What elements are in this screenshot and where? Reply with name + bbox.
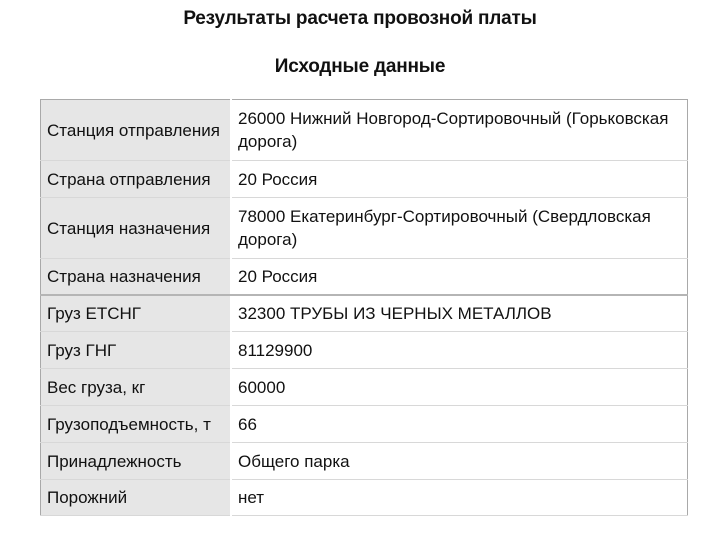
table-row	[41, 259, 688, 295]
section-title: Исходные данные	[274, 56, 446, 77]
row-label-cargo-etsng: Груз ЕТСНГ	[41, 295, 232, 332]
table-row	[41, 406, 688, 443]
row-value-cargo-gng: 81129900	[231, 332, 688, 369]
row-label-capacity: Грузоподъемность, т	[41, 406, 232, 443]
row-value-departure-station: 26000 Нижний Новгород-Сортировочный (Горьковская дорога)	[231, 100, 688, 161]
table-row	[41, 369, 688, 406]
page-title: Результаты расчета провозной платы	[183, 8, 537, 29]
row-label-cargo-gng: Груз ГНГ	[41, 332, 232, 369]
table-row	[41, 295, 688, 332]
row-value-destination-country: 20 Россия	[231, 259, 688, 295]
row-label-destination-station: Станция назначения	[41, 198, 232, 259]
row-label-cargo-weight: Вес груза, кг	[41, 369, 232, 406]
row-label-departure-station: Станция отправления	[41, 100, 232, 161]
table-row	[41, 480, 688, 516]
row-label-ownership: Принадлежность	[41, 443, 232, 480]
row-value-ownership: Общего парка	[231, 443, 688, 480]
table-row	[41, 198, 688, 259]
row-value-empty: нет	[231, 480, 688, 516]
row-value-departure-country: 20 Россия	[231, 161, 688, 198]
table-row	[41, 332, 688, 369]
row-label-destination-country: Страна назначения	[41, 259, 232, 295]
row-value-cargo-weight: 60000	[231, 369, 688, 406]
source-data-table	[40, 99, 688, 516]
row-value-destination-station: 78000 Екатеринбург-Сортировочный (Свердловская дорога)	[231, 198, 688, 259]
row-value-capacity: 66	[231, 406, 688, 443]
table-row	[41, 100, 688, 161]
row-label-empty: Порожний	[41, 480, 232, 516]
row-label-departure-country: Страна отправления	[41, 161, 232, 198]
table-row	[41, 443, 688, 480]
row-value-cargo-etsng: 32300 ТРУБЫ ИЗ ЧЕРНЫХ МЕТАЛЛОВ	[231, 295, 688, 332]
table-row	[41, 161, 688, 198]
